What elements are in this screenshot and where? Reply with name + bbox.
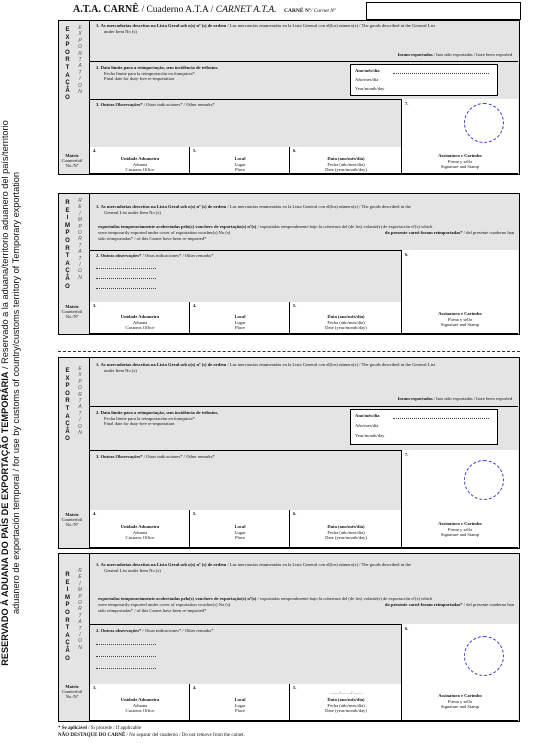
carnet-no-label-rest: / Carnet Nº bbox=[310, 8, 336, 14]
reimport-field-2[interactable] bbox=[89, 250, 402, 303]
remark-dots bbox=[96, 288, 156, 289]
matrix-label: Matriz bbox=[65, 153, 79, 158]
col2-en: Place bbox=[235, 325, 245, 331]
counterfoil-label: Counterfoil bbox=[61, 517, 83, 522]
col3-en: Date (year/month/day) bbox=[325, 167, 367, 173]
date-cell[interactable] bbox=[289, 510, 402, 548]
matrix-no-label: No./Nº bbox=[65, 522, 79, 527]
place-cell[interactable] bbox=[189, 684, 290, 721]
col3-es: Fecha (año/mes/día) bbox=[327, 319, 365, 325]
field1-line2: under Item No (s) bbox=[104, 29, 137, 34]
reimport-label: R E I M P O R T A Ç Ã O bbox=[65, 200, 70, 290]
footer-warning-bold: NÃO DESTAQUE DO CARNÊ bbox=[58, 733, 126, 738]
field-num: 6. bbox=[405, 252, 409, 257]
export-field-1[interactable] bbox=[89, 21, 518, 62]
reimport-field-6[interactable] bbox=[401, 624, 518, 685]
matrix-label: Matriz bbox=[65, 684, 79, 689]
field1-title: As mercadorias descritas na Lista Geral sob o(s) nº (s) de ordem bbox=[100, 562, 227, 567]
field3-title: Outras Observações* bbox=[100, 454, 143, 459]
carnet-ata-title: CARNET A.T.A. bbox=[215, 5, 277, 15]
signature-cell[interactable] bbox=[401, 302, 518, 334]
field1b-right-rest: / del presente cuaderno han bbox=[463, 230, 514, 235]
cell-num: 6. bbox=[293, 511, 297, 516]
field2-es: Fecha límite para la reimportación en franquicia* bbox=[104, 71, 195, 76]
field2-title: Data limite para a reimportação, sem incidência de tributos. bbox=[100, 65, 219, 70]
reimport-date-box[interactable] bbox=[350, 409, 498, 445]
field1b-text: / exportadas temporalmente bajo la cobertura del (de los) volante(s) de exportación nº(s) which bbox=[257, 224, 433, 229]
cell-num: 6. bbox=[293, 148, 297, 153]
reimport-date-box[interactable] bbox=[350, 64, 498, 96]
col1-bold: Unidade Aduaneira bbox=[120, 156, 160, 161]
col2-en: Place bbox=[235, 708, 245, 714]
col2-es: Lugar bbox=[234, 161, 246, 167]
page-header bbox=[73, 4, 336, 15]
col2-es: Lugar bbox=[234, 529, 246, 535]
col3-en: Date (year/month/day) bbox=[325, 708, 367, 714]
footer-note-2 bbox=[58, 733, 245, 739]
col4-es: Firma y sello bbox=[447, 698, 473, 704]
col4-es: Firma y sello bbox=[447, 316, 473, 322]
col1-en: Customs Office bbox=[125, 325, 155, 331]
col4-bold: Assinatura e Carimbo bbox=[438, 693, 482, 698]
footer-note-bold: * Se aplicável bbox=[58, 726, 87, 731]
side-text-rest: / Reservado a la aduana/territorio aduanero del país/territorio bbox=[0, 120, 10, 369]
field-num: 6. bbox=[405, 626, 409, 631]
col3-es: Fecha (año/mes/día) bbox=[327, 702, 365, 708]
field-num: 2. bbox=[96, 65, 100, 70]
export-label: E X P O R T A Ç Ã O bbox=[65, 27, 70, 102]
cell-num: 3. bbox=[93, 685, 97, 690]
reimport-field-2[interactable] bbox=[89, 624, 402, 685]
col4-bold: Assinatura e Carimbo bbox=[438, 311, 482, 316]
field-num: 1. bbox=[96, 23, 100, 28]
stamp-circle bbox=[464, 460, 504, 500]
footer-note-1 bbox=[58, 726, 141, 732]
date-label: Ano/mês/dia bbox=[355, 413, 380, 418]
cuaderno-title: / Cuaderno A.T.A / bbox=[141, 5, 214, 15]
cell-num: 5. bbox=[193, 148, 197, 153]
col2-es: Lugar bbox=[234, 319, 246, 325]
col4-bold: Assinatura e Carimbo bbox=[438, 153, 482, 158]
col2-bold: Local bbox=[234, 156, 246, 161]
remark-dots bbox=[96, 656, 156, 657]
col1-bold: Unidade Aduaneira bbox=[120, 697, 160, 702]
field1b-line3: sido reimportadas* / of this Carnet have been re-imported* bbox=[98, 608, 207, 613]
cell-num: 4. bbox=[193, 685, 197, 690]
export-field-3[interactable] bbox=[89, 99, 402, 148]
field-num: 2. bbox=[96, 253, 100, 258]
date-label-en: Year/month/day bbox=[355, 433, 385, 438]
field1b-right-bold: do presente carnê foram reimportadas* bbox=[384, 230, 463, 235]
col4-en: Signature and Stamp bbox=[440, 532, 480, 538]
field1-text: / Las mercancías enumeradas en la Lista General con el(los) número(s) / The goods described in the General List bbox=[227, 23, 435, 28]
field-num: 2. bbox=[96, 628, 100, 633]
side-text-bold: RESERVADO À ADUANA DO PAÍS DE EXPORTAÇÃO TEMPORÁRIA bbox=[0, 371, 10, 666]
date-blank: ........./........./......... bbox=[329, 690, 363, 695]
field-num: 7. bbox=[405, 452, 409, 457]
col4-es: Firma y sello bbox=[447, 158, 473, 164]
matrix-counterfoil bbox=[59, 684, 85, 699]
remark-dots bbox=[96, 278, 156, 279]
field3-text: / Otras indicaciones* / Other remarks* bbox=[143, 454, 215, 459]
field1b-title: exportadas temporariamente acobertadas pelo(s) vouchers de exportação(s) nº(s) bbox=[98, 596, 257, 601]
field1-text: / Las mercancías enumeradas en la Lista General con el(los) número(s) / The goods described in the bbox=[227, 204, 411, 209]
export-label-es: E X P O R T A T I O N bbox=[78, 366, 82, 437]
field1-line2: under Item No (s) bbox=[104, 368, 137, 373]
matrix-label: Matriz bbox=[65, 512, 79, 517]
field-num: 1. bbox=[96, 204, 100, 209]
col1-en: Customs Office bbox=[125, 535, 155, 541]
col2-en: Place bbox=[235, 167, 245, 173]
field1b-title: exportadas temporariamente acobertadas pelo(s) vouchers de exportação(s) nº(s) bbox=[98, 224, 257, 229]
matrix-no-label: No./Nº bbox=[65, 694, 79, 699]
export-field-3[interactable] bbox=[89, 450, 402, 511]
stamp-circle bbox=[464, 636, 504, 676]
cell-num: 5. bbox=[293, 303, 297, 308]
export-field-2[interactable] bbox=[89, 406, 518, 451]
col1-es: Aduana bbox=[132, 702, 148, 708]
field-num: 3. bbox=[96, 102, 100, 107]
col2-es: Lugar bbox=[234, 702, 246, 708]
col3-es: Fecha (año/mes/día) bbox=[327, 529, 365, 535]
field2-en: Final date for duty-free re-importation bbox=[104, 421, 175, 426]
field1-text: / Las mercancías enumeradas en la Lista General con el(los) número(s) / The goods described in the General List bbox=[227, 362, 435, 367]
field-num: 7. bbox=[405, 101, 409, 106]
matrix-no-label: No./Nº bbox=[65, 163, 79, 168]
col1-es: Aduana bbox=[132, 319, 148, 325]
cell-num: 4. bbox=[193, 303, 197, 308]
export-field-1[interactable] bbox=[89, 358, 518, 407]
place-cell[interactable] bbox=[189, 510, 290, 548]
reimport-voucher-1 bbox=[58, 193, 520, 335]
field1b-line2: were temporarily exported under cover of exportation voucher(s) No (s) bbox=[98, 602, 231, 607]
col2-bold: Local bbox=[234, 314, 246, 319]
field1b-right-bold: do presente carnê foram reimportadas* bbox=[384, 602, 463, 607]
field1b-text: / exportadas temporalmente bajo la cobertura del (de los) volante(s) de exportación nº(s) which bbox=[257, 596, 433, 601]
place-cell[interactable] bbox=[189, 302, 290, 334]
signature-cell[interactable] bbox=[401, 510, 518, 548]
side-text-line2: aduanero de exportación temporal / for use by customs of country/customs territory of Temporary exportation bbox=[11, 171, 21, 615]
cell-num: 4. bbox=[93, 511, 97, 516]
field1-line2: General List under Item No (s) bbox=[104, 568, 161, 573]
date-dots bbox=[393, 73, 489, 74]
signature-cell[interactable] bbox=[401, 684, 518, 721]
export-field-7[interactable] bbox=[401, 99, 518, 148]
counterfoil-label: Counterfoil bbox=[61, 309, 83, 314]
reimport-voucher-2 bbox=[58, 553, 520, 722]
field1b-line2: were temporarily exported under cover of exportation voucher(s) No (s) bbox=[98, 230, 231, 235]
col3-bold: Data (ano/mês/dia) bbox=[327, 524, 365, 529]
export-label: E X P O R T A Ç Ã O bbox=[65, 368, 70, 443]
col3-es: Fecha (año/mes/día) bbox=[327, 161, 365, 167]
field-num: 2. bbox=[96, 410, 100, 415]
cell-num: 3. bbox=[93, 303, 97, 308]
field1-foot-bold: foram exportadas bbox=[397, 396, 433, 401]
field2-title: Outras observações* bbox=[100, 253, 142, 258]
signature-cell[interactable] bbox=[401, 147, 518, 174]
field1-title: As mercadorias descritas na Lista Geral sob o(s) nº (s) de ordem bbox=[100, 362, 227, 367]
remark-dots bbox=[96, 644, 156, 645]
export-label-es: E X P O R T A T I O N bbox=[78, 25, 82, 96]
field2-title: Data limite para a reimportação, sem incidência de tributos. bbox=[100, 410, 219, 415]
customs-office-cell[interactable] bbox=[89, 684, 190, 721]
field2-text: / Otras indicaciones* / Other remarks* bbox=[142, 253, 214, 258]
field1-text: / Las mercancías enumeradas en la Lista General con el(los) número(s) / The goods described in the bbox=[227, 562, 411, 567]
field1-title: As mercadorias descritas na Lista Geral sob o(s) nº (s) de ordem bbox=[100, 204, 227, 209]
counterfoil-label: Counterfoil bbox=[61, 158, 83, 163]
col2-bold: Local bbox=[234, 697, 246, 702]
col1-es: Aduana bbox=[132, 529, 148, 535]
remark-dots bbox=[96, 268, 156, 269]
customs-office-cell[interactable] bbox=[89, 302, 190, 334]
matrix-counterfoil bbox=[59, 512, 85, 527]
col4-es: Firma y sello bbox=[447, 526, 473, 532]
col3-bold: Data (ano/mês/dia) bbox=[327, 314, 365, 319]
col4-en: Signature and Stamp bbox=[440, 322, 480, 328]
field2-title: Outras observações* bbox=[100, 628, 142, 633]
col3-en: Date (year/month/day) bbox=[325, 325, 367, 331]
field3-text: / Otras indicaciones* / Other remarks* bbox=[143, 102, 215, 107]
export-voucher-2 bbox=[58, 357, 520, 549]
carnet-title: A.T.A. CARNÊ bbox=[73, 4, 139, 15]
col4-en: Signature and Stamp bbox=[440, 704, 480, 710]
field1-line2: General List under Item No (s) bbox=[104, 210, 161, 215]
field2-text: / Otras indicaciones* / Other remarks* bbox=[142, 628, 214, 633]
cell-num: 5. bbox=[193, 511, 197, 516]
customs-office-cell[interactable] bbox=[89, 510, 190, 548]
footer-note-rest: / Si procede / If applicable bbox=[88, 726, 142, 731]
footer-warning-rest: / No separar del cuaderno / Do not remove from the carnet. bbox=[126, 733, 245, 738]
field-num: 3. bbox=[96, 454, 100, 459]
field1b-line3: sido reimportadas* / of this Carnet have been re-imported* bbox=[98, 236, 207, 241]
date-label-es: Año/mes/día bbox=[355, 77, 379, 82]
matrix-label: Matriz bbox=[65, 304, 79, 309]
col2-bold: Local bbox=[234, 524, 246, 529]
col1-bold: Unidade Aduaneira bbox=[120, 314, 160, 319]
field-num: 1. bbox=[96, 362, 100, 367]
field1-title: As mercadorias descritas na Lista Geral sob o(s) nº (s) de ordem bbox=[100, 23, 227, 28]
col3-en: Date (year/month/day) bbox=[325, 535, 367, 541]
field1-foot-rest: / han sido exportadas / have been exported bbox=[433, 396, 512, 401]
counterfoil-label: Counterfoil bbox=[61, 689, 83, 694]
date-cell[interactable] bbox=[289, 684, 402, 721]
field2-en: Final date for duty-free re-importation bbox=[104, 76, 175, 81]
reimport-field-1[interactable] bbox=[89, 554, 518, 625]
field1-foot-rest: / han sido exportadas / have been exported bbox=[433, 52, 512, 57]
col1-es: Aduana bbox=[132, 161, 148, 167]
date-label: Ano/mês/dia bbox=[355, 68, 380, 73]
col4-en: Signature and Stamp bbox=[440, 164, 480, 170]
stamp-circle bbox=[464, 103, 504, 143]
reimport-label-es: R E I M P O R T A T I O N bbox=[77, 198, 83, 281]
col1-bold: Unidade Aduaneira bbox=[120, 524, 160, 529]
date-dots bbox=[393, 418, 489, 419]
cell-num: 4. bbox=[93, 148, 97, 153]
cut-line bbox=[58, 351, 520, 352]
side-reserved-text bbox=[0, 43, 56, 743]
col2-en: Place bbox=[235, 535, 245, 541]
col1-en: Customs Office bbox=[125, 708, 155, 714]
cell-num: 5. bbox=[293, 685, 297, 690]
matrix-counterfoil bbox=[59, 153, 85, 168]
remark-dots bbox=[96, 668, 156, 669]
matrix-no-label: No./Nº bbox=[65, 314, 79, 319]
reimport-field-6[interactable] bbox=[401, 250, 518, 303]
field2-es: Fecha límite para la reimportación en franquicia* bbox=[104, 416, 195, 421]
place-cell[interactable] bbox=[189, 147, 290, 174]
matrix-counterfoil bbox=[59, 304, 85, 319]
field1b-right-rest: / del presente cuaderno han bbox=[463, 602, 514, 607]
field-num: 1. bbox=[96, 562, 100, 567]
date-label-en: Year/month/day bbox=[355, 86, 385, 91]
col3-bold: Data (ano/mês/dia) bbox=[327, 156, 365, 161]
date-label-es: Año/mes/día bbox=[355, 423, 379, 428]
carnet-number-field[interactable] bbox=[366, 2, 521, 20]
field3-title: Outras Observações* bbox=[100, 102, 143, 107]
carnet-no-label: CARNÊ Nº bbox=[284, 8, 311, 14]
reimport-label-es: R E I M P O R T A T I O N bbox=[77, 568, 83, 651]
col1-en: Customs Office bbox=[125, 167, 155, 173]
customs-office-cell[interactable] bbox=[89, 147, 190, 174]
reimport-label: R E I M P O R T A Ç Ã O bbox=[65, 572, 70, 662]
date-cell[interactable] bbox=[289, 302, 402, 334]
export-field-7[interactable] bbox=[401, 450, 518, 511]
reimport-field-1[interactable] bbox=[89, 194, 518, 251]
date-cell[interactable] bbox=[289, 147, 402, 174]
col3-bold: Data (ano/mês/dia) bbox=[327, 697, 365, 702]
col4-bold: Assinatura e Carimbo bbox=[438, 521, 482, 526]
export-field-2[interactable] bbox=[89, 61, 518, 100]
field1-foot-bold: foram exportadas bbox=[397, 52, 433, 57]
export-voucher-1 bbox=[58, 20, 520, 175]
